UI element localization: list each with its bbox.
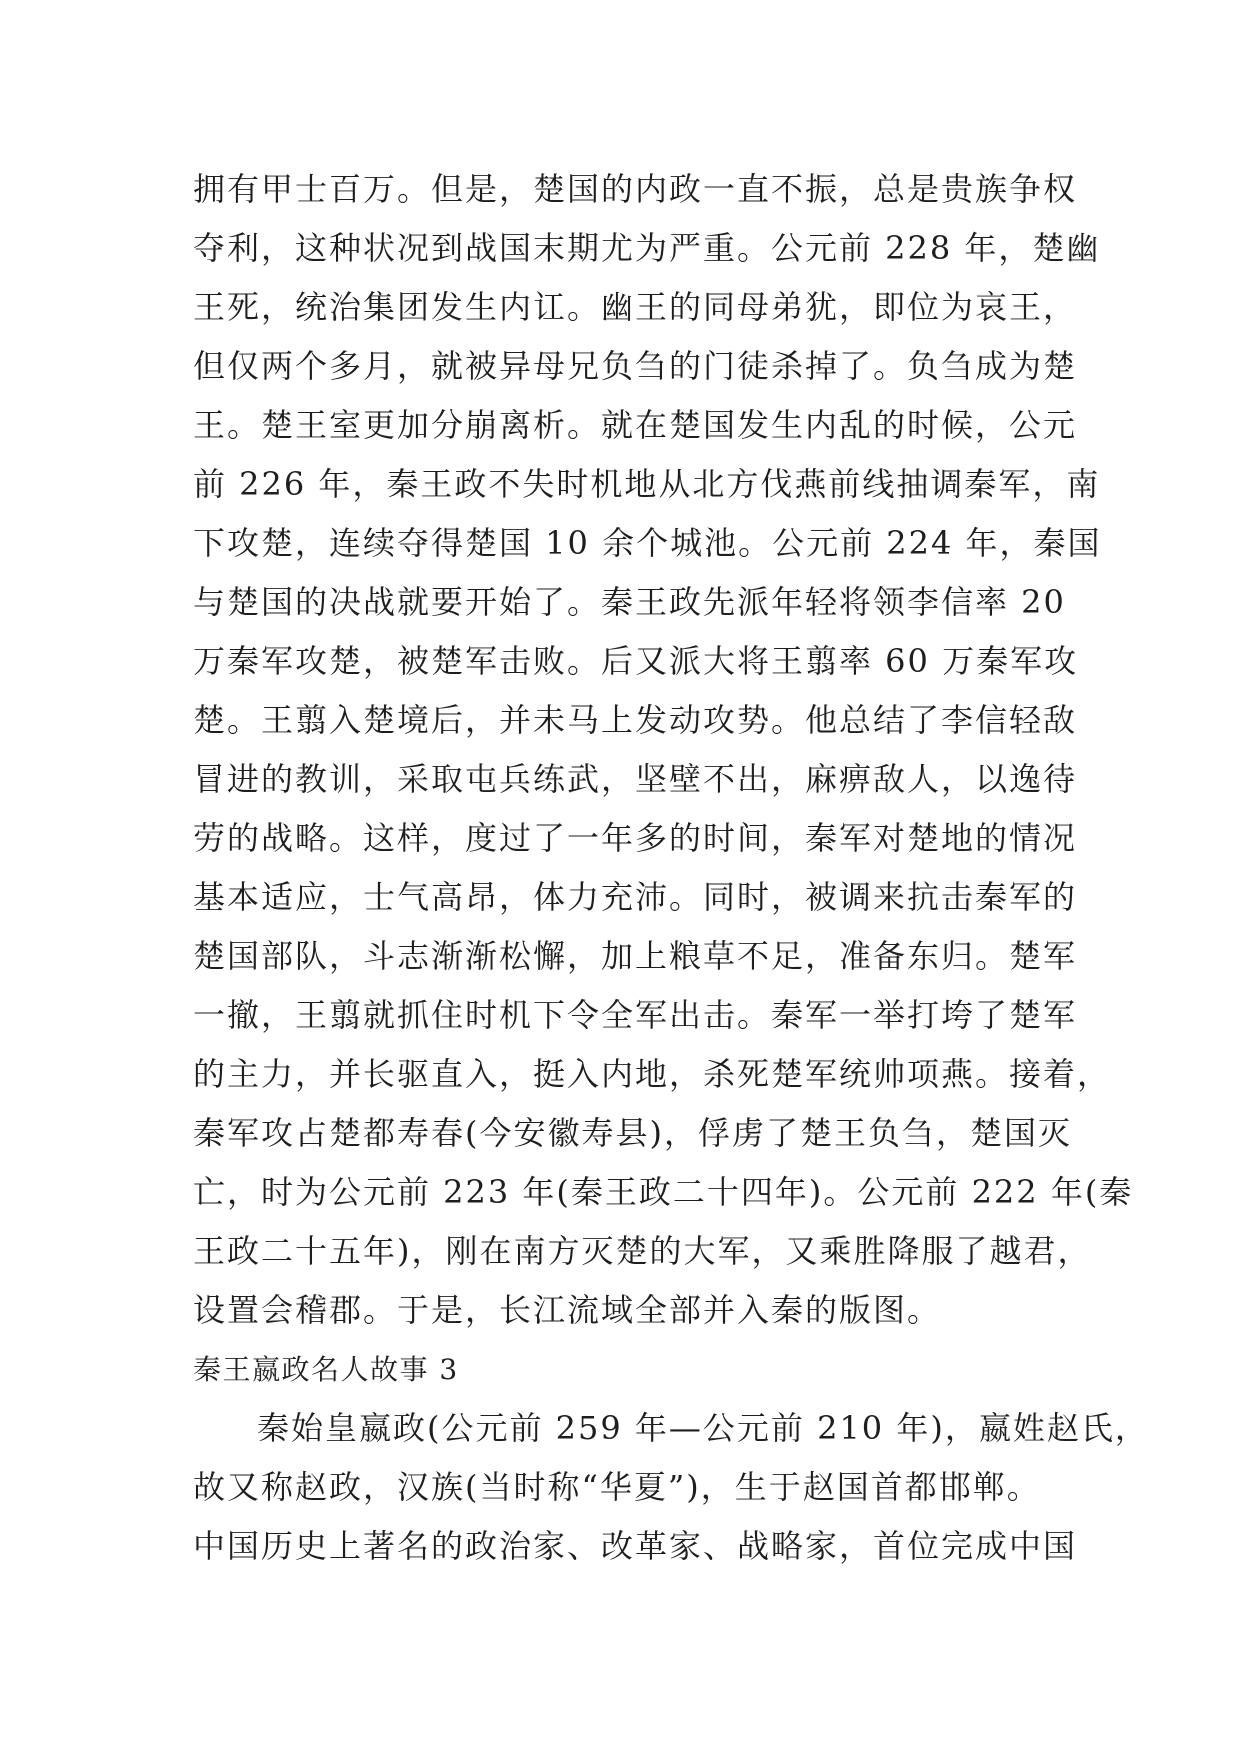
text-line: 劳的战略。这样，度过了一年多的时间，秦军对楚地的情况	[193, 819, 1078, 857]
text-line: 与楚国的决战就要开始了。秦王政先派年轻将领李信率 20	[193, 583, 1066, 621]
text-line: 下攻楚，连续夺得楚国 10 余个城池。公元前 224 年，秦国	[193, 524, 1102, 562]
section-heading: 秦王嬴政名人故事 3	[193, 1353, 459, 1386]
text-line: 秦始皇嬴政(公元前 259 年—公元前 210 年)，嬴姓赵氏，	[257, 1409, 1149, 1447]
text-line: 楚。王翦入楚境后，并未马上发动攻势。他总结了李信轻敌	[193, 701, 1078, 739]
text-line: 王政二十五年)，刚在南方灭楚的大军，又乘胜降服了越君，	[193, 1232, 1092, 1270]
paragraph-1	[193, 160, 1134, 1340]
text-line: 前 226 年，秦王政不失时机地从北方伐燕前线抽调秦军，南	[193, 465, 1101, 503]
text-line: 故又称赵政，汉族(当时称“华夏”)，生于赵国首都邯郸。	[193, 1468, 1041, 1506]
paragraph-2	[193, 1399, 1149, 1576]
text-line: 的主力，并长驱直入，挺入内地，杀死楚军统帅项燕。接着，	[193, 1055, 1112, 1093]
text-line: 但仅两个多月，就被异母兄负刍的门徒杀掉了。负刍成为楚	[193, 347, 1078, 385]
text-line: 夺利，这种状况到战国末期尤为严重。公元前 228 年，楚幽	[193, 229, 1101, 267]
text-line: 一撤，王翦就抓住时机下令全军出击。秦军一举打垮了楚军	[193, 996, 1078, 1034]
text-line: 拥有甲士百万。但是，楚国的内政一直不振，总是贵族争权	[193, 170, 1078, 208]
text-line: 王。楚王室更加分崩离析。就在楚国发生内乱的时候，公元	[193, 406, 1078, 444]
text-line: 设置会稽郡。于是，长江流域全部并入秦的版图。	[193, 1291, 942, 1329]
text-line: 冒进的教训，采取屯兵练武，坚壁不出，麻痹敌人，以逸待	[193, 760, 1078, 798]
text-line: 楚国部队，斗志渐渐松懈，加上粮草不足，准备东归。楚军	[193, 937, 1078, 975]
text-line: 王死，统治集团发生内讧。幽王的同母弟犹，即位为哀王，	[193, 288, 1078, 326]
text-line: 中国历史上著名的政治家、改革家、战略家，首位完成中国	[193, 1527, 1078, 1565]
text-line: 亡，时为公元前 223 年(秦王政二十四年)。公元前 222 年(秦	[193, 1173, 1134, 1211]
document-body	[193, 160, 1149, 1576]
text-line: 基本适应，士气高昂，体力充沛。同时，被调来抗击秦军的	[193, 878, 1078, 916]
text-line: 秦军攻占楚都寿春(今安徽寿县)，俘虏了楚王负刍，楚国灭	[193, 1114, 1072, 1152]
text-line: 万秦军攻楚，被楚军击败。后又派大将王翦率 60 万秦军攻	[193, 642, 1079, 680]
